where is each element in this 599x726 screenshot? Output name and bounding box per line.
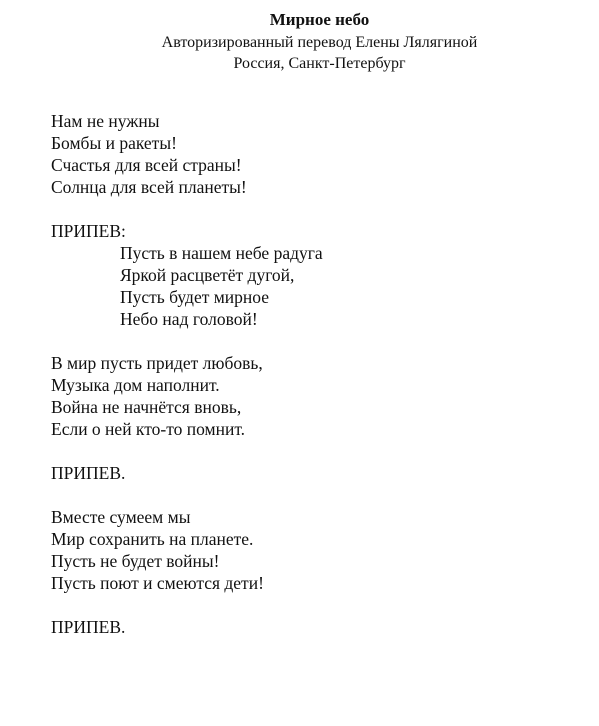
chorus-label: ПРИПЕВ. [51,463,126,483]
verse-line: Война не начнётся вновь, [51,397,242,417]
chorus-reference-1 [51,462,581,484]
song-title: Мирное небо [269,10,370,29]
verse-line: Если о ней кто-то помнит. [51,419,246,439]
chorus-reference-2 [51,616,581,638]
verse-line: Вместе сумеем мы [51,507,191,527]
chorus-line: Пусть в нашем небе радуга [120,243,323,263]
song-lyrics [51,110,581,660]
translation-credit: Авторизированный перевод Елены Лялягиной [161,34,478,51]
verse-line: Мир сохранить на планете. [51,529,254,549]
chorus-line: Яркой расцветёт дугой, [120,265,295,285]
verse-line: Нам не нужны [51,111,160,131]
chorus [51,220,581,330]
verse-line: Солнца для всей планеты! [51,177,247,197]
document-header [0,8,599,74]
verse-1 [51,110,581,198]
location-line: Россия, Санкт-Петербург [233,55,406,72]
chorus-label: ПРИПЕВ. [51,617,126,637]
verse-3 [51,506,581,594]
verse-line: Счастья для всей страны! [51,155,242,175]
verse-line: Музыка дом наполнит. [51,375,220,395]
verse-line: Пусть поют и смеются дети! [51,573,264,593]
verse-line: Бомбы и ракеты! [51,133,177,153]
chorus-line: Пусть будет мирное [120,287,270,307]
chorus-label: ПРИПЕВ: [51,221,126,241]
chorus-line: Небо над головой! [120,309,258,329]
verse-line: Пусть не будет войны! [51,551,220,571]
verse-2 [51,352,581,440]
verse-line: В мир пусть придет любовь, [51,353,263,373]
